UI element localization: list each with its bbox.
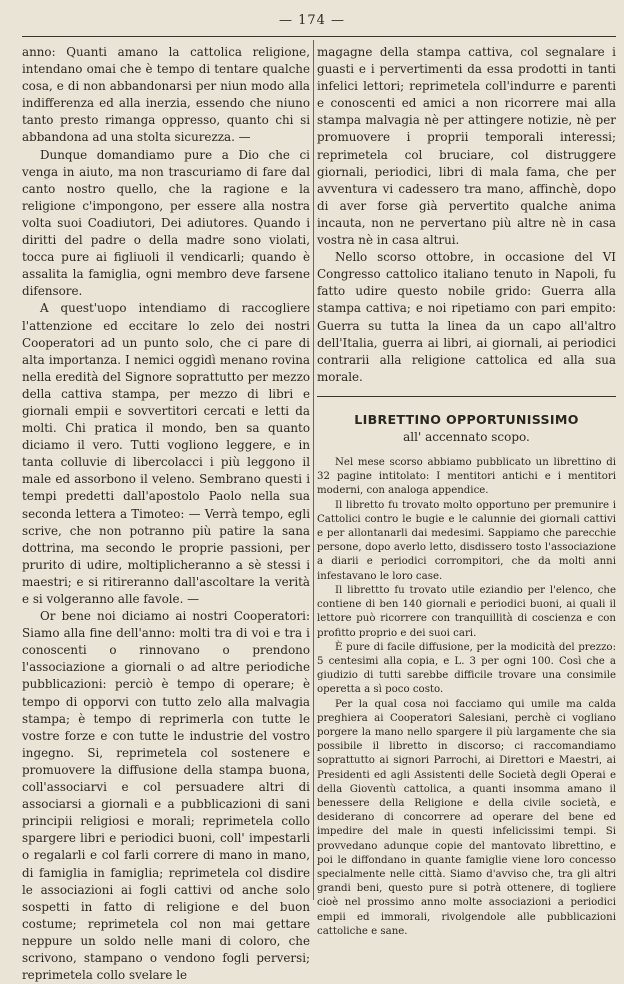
notice-paragraph: È pure di facile diffusione, per la modicità del prezzo: 5 centesimi alla copia, e L. 3 per ogni 100. Così che a giudizio di tutti sarebbe difficile trovare una consimile operetta a sì poco costo. [317, 641, 616, 696]
right-column [317, 44, 616, 939]
notice-paragraph: Per la qual cosa noi facciamo qui umile ma calda preghiera ai Cooperatori Salesiani, perchè ci vogliano porgere la mano nello spargere il più largamente che sia possibile il libretto in discorso; ci raccomandiamo soprattutto ai signori Parrochi, ai Direttori e Maestri, ai Presidenti ed agli Assistenti delle Società degli Operai e della Gioventù cattolica, a quanti insomma amano il benessere della Religione e della civile società, e desiderano di concorrere ad operare del bene ed impedire del male in questi infelicissimi tempi. Si provvedano adunque copie del mantovato librettino, e poi le diffondano in quante famiglie viene loro concesso specialmente nelle città. Siamo d'avviso che, tra gli altri grandi beni, questo pure si potrà ottenere, di togliere cioè nel prossimo anno molte associazioni a periodici empii ed immorali, rivolgendole alle pubblicazioni cattoliche e sane. [317, 698, 616, 937]
section-subtitle: all' accennato scopo. [403, 429, 530, 444]
notice-body [317, 456, 616, 939]
notice-paragraph: Il libretto fu trovato molto opportuno per premunire i Cattolici contro le bugie e le calunnie dei giornali cattivi e per allontanarli dai medesimi. Sappiamo che parecchie persone, dopo averlo letto, disdissero tosto l'associazione a diarii e periodici corrompitori, che da molti anni infestavano le loro case. [317, 499, 616, 582]
page-number: — 174 — [278, 13, 346, 28]
left-column [22, 44, 310, 984]
paragraph: A quest'uopo intendiamo di raccogliere l'attenzione ed eccitare lo zelo dei nostri Cooperatori ad un punto solo, che ci pare di alta importanza. I nemici oggidì menano rovina nella eredità del Signore soprattutto per mezzo della cattiva stampa, per mezzo di libri e giornali empii e sovvertitori cercati e letti da molti. Chi pratica il mondo, ben sa quanto diciamo il vero. Tutti vogliono leggere, e in tanta colluvie di libercolacci i più leggono il male ed assorbono il veleno. Sembrano questi i tempi predetti dall'apostolo Paolo nella sua seconda lettera a Timoteo: — Verrà tempo, egli scrive, che non potranno più patire la sana dottrina, ma secondo le proprie passioni, per prurito di udire, moltiplicheranno a sè stessi i maestri; e si ritireranno dall'ascoltare la verità e si volgeranno alle favole. — [22, 301, 310, 606]
section-title: LIBRETTINO OPPORTUNISSIMO [354, 411, 579, 427]
paragraph: magagne della stampa cattiva, col segnalare i guasti e i pervertimenti da essa prodotti in tanti infelici lettori; reprimetela coll'indurre e parenti e conoscenti ed amici a non ricorrere mai alla stampa malvagia nè per attingere notizie, nè per promuovere i proprii temporali interessi; reprimetela col bruciare, col distruggere giornali, periodici, libri di mala fama, che per avventura vi cadessero tra mano, affinchè, dopo di aver forse già pervertito qualche anima incauta, non ne pervertano più altre nè in casa vostra nè in casa altrui. [317, 45, 616, 248]
paragraph: anno: Quanti amano la cattolica religione, intendano omai che è tempo di tentare qualche cosa, e di non abbandonarsi per niun modo alla indifferenza ed alla inerzia, essendo che niuno tanto presto rimanga oppresso, quanto chi si abbandona ad una stolta sicurezza. — [22, 45, 310, 145]
column-divider [313, 40, 314, 900]
paragraph: Or bene noi diciamo ai nostri Cooperatori: Siamo alla fine dell'anno: molti tra di voi e tra i conoscenti o rinnovano o prendono l'associazione a giornali o ad altre periodiche pubblicazioni: perciò è tempo di operare; è tempo di opporvi con tutto zelo alla malvagia stampa; è tempo di reprimerla con tutte le vostre forze e con tutte le industrie del vostro ingegno. Si, reprimetela col sostenere e promuovere la diffusione della stampa buona, coll'associarvi e col persuadere altri di associarsi a giornali e a pubblicazioni di sani principii religiosi e morali; reprimetela collo spargere libri e periodici buoni, coll' impestarli o regalarli e col farli correre di mano in mano, di famiglia in famiglia; reprimetela col disdire le associazioni ai fogli cattivi od anche solo sospetti in fatto di religione e del buon costume; reprimetela col non mai gettare neppure un soldo nelle mani di coloro, che scrivono, stampano o vendono fogli perversi; reprimetela collo svelare le [22, 609, 310, 983]
paragraph: Dunque domandiamo pure a Dio che ci venga in aiuto, ma non trascuriamo di fare dal canto nostro quello, che la ragione e la religione c'impongono, per essere alla nostra volta suoi Coadiutori, Dei adiutores. Quando i diritti del padre o della madre sono violati, tocca pure ai figliuoli il vendicarli; quando è assalita la famiglia, ogni membro deve farsene difensore. [22, 147, 310, 299]
notice-paragraph: Il librettto fu trovato utile eziandio per l'elenco, che contiene di ben 140 giornali e periodici buoni, ai quali il lettore può ricorrere con tranquillità di coscienza e con profitto proprio e dei suoi cari. [317, 584, 616, 639]
notice-paragraph: Nel mese scorso abbiamo pubblicato un librettino di 32 pagine intitolato: I mentitori antichi e i mentitori moderni, con analoga appendice. [317, 457, 616, 497]
paragraph: Nello scorso ottobre, in occasione del VI Congresso cattolico italiano tenuto in Napoli, fu fatto udire questo nobile grido: Guerra alla stampa cattiva; e noi ripetiamo con pari empito: Guerra su tutta la linea da un capo all'altro dell'Italia, guerra ai libri, ai giornali, ai periodici contrarii alla religione cattolica ed alla sua morale. [317, 250, 616, 384]
header-rule [22, 36, 616, 37]
section-rule [317, 396, 616, 397]
